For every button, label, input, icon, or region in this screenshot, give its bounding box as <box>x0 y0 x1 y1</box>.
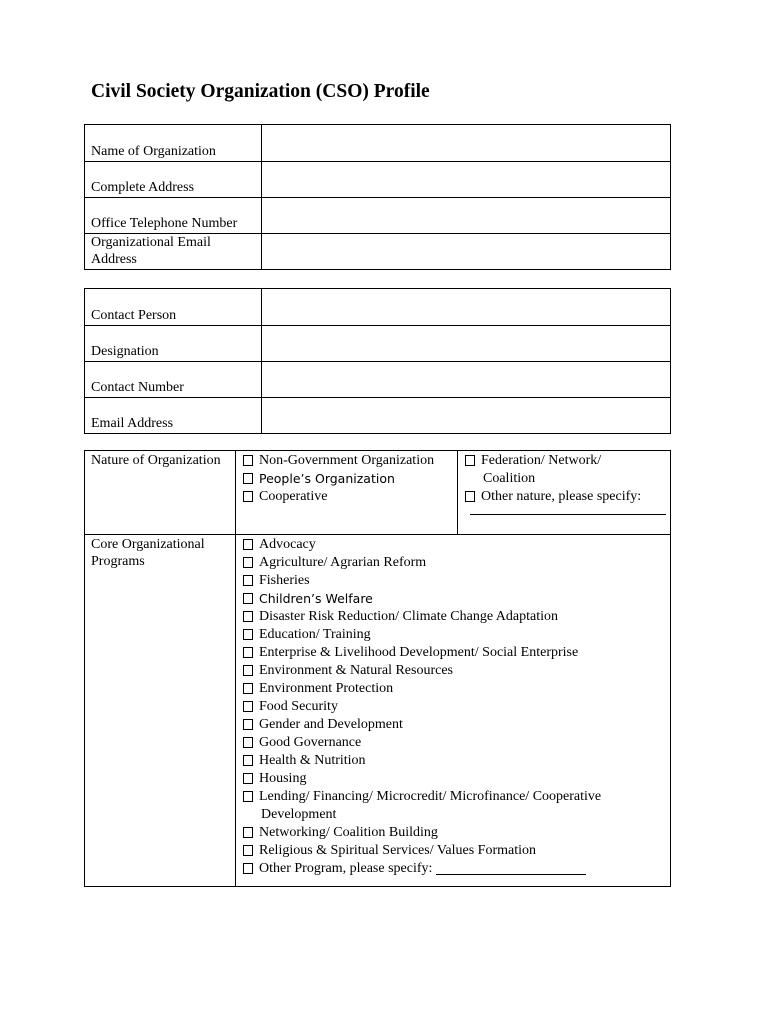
email-address-field[interactable] <box>262 398 671 434</box>
name-of-organization-label: Name of Organization <box>85 125 262 162</box>
program-health-nutrition[interactable]: Health & Nutrition <box>242 752 664 770</box>
checkbox-icon[interactable] <box>243 539 253 550</box>
program-lending-financing-cont: Development <box>261 807 337 822</box>
organizational-email-field[interactable] <box>262 234 671 270</box>
checkbox-icon[interactable] <box>243 683 253 694</box>
contact-number-field[interactable] <box>262 362 671 398</box>
checkbox-icon[interactable] <box>243 575 253 586</box>
checkbox-icon[interactable] <box>243 557 253 568</box>
program-fisheries[interactable]: Fisheries <box>242 572 664 590</box>
checkbox-icon[interactable] <box>243 473 253 484</box>
program-advocacy[interactable]: Advocacy <box>242 536 664 554</box>
checkbox-icon[interactable] <box>243 755 253 766</box>
program-childrens-welfare[interactable]: Children’s Welfare <box>242 590 664 608</box>
complete-address-field[interactable] <box>262 162 671 198</box>
program-networking[interactable]: Networking/ Coalition Building <box>242 824 664 842</box>
checkbox-icon[interactable] <box>243 491 253 502</box>
checkbox-icon[interactable] <box>243 863 253 874</box>
designation-label: Designation <box>85 326 262 362</box>
checkbox-icon[interactable] <box>243 665 253 676</box>
office-telephone-label: Office Telephone Number <box>85 198 262 234</box>
organizational-email-label: Organizational Email Address <box>85 234 262 270</box>
organization-info-table <box>84 124 671 270</box>
program-environment-protection[interactable]: Environment Protection <box>242 680 664 698</box>
program-environment-natural-resources[interactable]: Environment & Natural Resources <box>242 662 664 680</box>
checkbox-icon[interactable] <box>243 611 253 622</box>
checkbox-icon[interactable] <box>243 701 253 712</box>
program-lending-financing[interactable]: Lending/ Financing/ Microcredit/ Microfinance/ Cooperative <box>242 788 664 806</box>
other-program-blank[interactable] <box>436 860 586 875</box>
checkbox-icon[interactable] <box>243 593 253 604</box>
program-education[interactable]: Education/ Training <box>242 626 664 644</box>
nature-of-organization-label: Nature of Organization <box>85 451 236 535</box>
checkbox-icon[interactable] <box>243 629 253 640</box>
program-food-security[interactable]: Food Security <box>242 698 664 716</box>
name-of-organization-field[interactable] <box>262 125 671 162</box>
core-programs-label: Core Organizational Programs <box>85 535 236 887</box>
checkbox-icon[interactable] <box>243 791 253 802</box>
option-federation-cont: Coalition <box>483 471 536 486</box>
contact-number-label: Contact Number <box>85 362 262 398</box>
program-gender-development[interactable]: Gender and Development <box>242 716 664 734</box>
program-other[interactable]: Other Program, please specify: <box>242 860 664 878</box>
option-ngo[interactable]: Non-Government Organization <box>242 452 451 470</box>
program-religious-spiritual[interactable]: Religious & Spiritual Services/ Values Formation <box>242 842 664 860</box>
option-federation[interactable]: Federation/ Network/ <box>464 452 664 470</box>
option-peoples-organization[interactable]: People’s Organization <box>242 470 451 488</box>
option-cooperative[interactable]: Cooperative <box>242 488 451 506</box>
other-nature-blank[interactable] <box>470 510 666 515</box>
office-telephone-field[interactable] <box>262 198 671 234</box>
page-title: Civil Society Organization (CSO) Profile <box>91 81 430 102</box>
checkbox-icon[interactable] <box>465 491 475 502</box>
complete-address-label: Complete Address <box>85 162 262 198</box>
program-agriculture[interactable]: Agriculture/ Agrarian Reform <box>242 554 664 572</box>
checkbox-icon[interactable] <box>243 719 253 730</box>
designation-field[interactable] <box>262 326 671 362</box>
checkbox-icon[interactable] <box>243 647 253 658</box>
option-other-nature[interactable]: Other nature, please specify: <box>464 488 664 506</box>
checkbox-icon[interactable] <box>243 455 253 466</box>
checkbox-icon[interactable] <box>243 737 253 748</box>
contact-person-label: Contact Person <box>85 289 262 326</box>
checkbox-icon[interactable] <box>243 845 253 856</box>
contact-person-field[interactable] <box>262 289 671 326</box>
checkbox-icon[interactable] <box>465 455 475 466</box>
organization-type-table <box>84 450 671 887</box>
contact-info-table <box>84 288 671 434</box>
program-good-governance[interactable]: Good Governance <box>242 734 664 752</box>
email-address-label: Email Address <box>85 398 262 434</box>
program-enterprise[interactable]: Enterprise & Livelihood Development/ Social Enterprise <box>242 644 664 662</box>
checkbox-icon[interactable] <box>243 827 253 838</box>
program-housing[interactable]: Housing <box>242 770 664 788</box>
checkbox-icon[interactable] <box>243 773 253 784</box>
program-disaster-risk-reduction[interactable]: Disaster Risk Reduction/ Climate Change Adaptation <box>242 608 664 626</box>
